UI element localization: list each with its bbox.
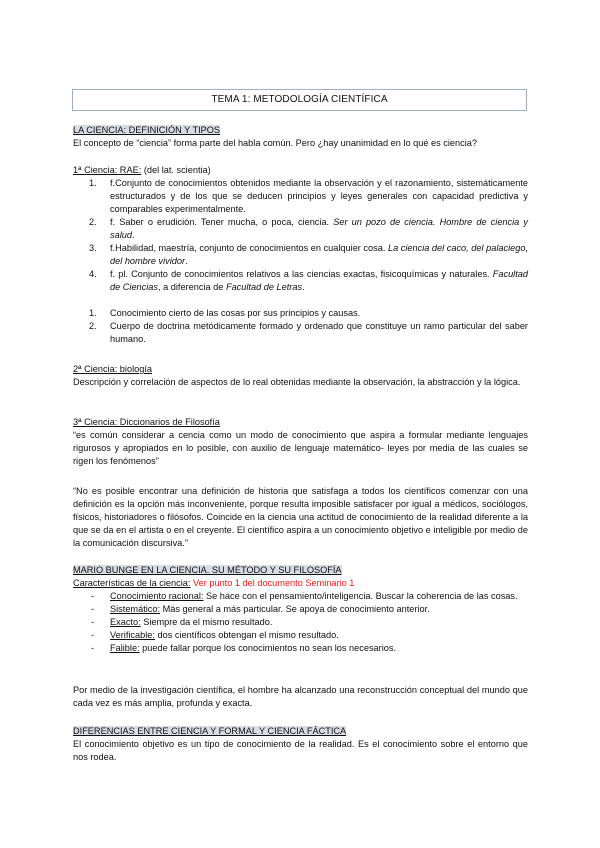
page-title: TEMA 1: METODOLOGÍA CIENTÍFICA	[72, 89, 527, 111]
rae-note: (del lat. scientia)	[141, 165, 211, 175]
list-item: 4. f. pl. Conjunto de conocimientos relativos a las ciencias exactas, fisicoquímicas y naturales. Facultad de Ciencias, a diferencia de Facultad de Letras.	[89, 269, 528, 292]
differences-block	[73, 725, 528, 764]
section-heading: LA CIENCIA: DEFINICIÓN Y TIPOS	[73, 125, 221, 135]
filosofia-quote-1: “es común considerar a cencia como un modo de conocimiento que aspira a formular mediante lenguajes rigurosos y apropiados en lo posible, con auxilio de lenguaje matemático- leyes por media de las cuales se rigen los fenómenos”	[73, 430, 528, 466]
bunge-paragraph: Por medio de la investigación científica, el hombre ha alcanzado una reconstrucción conceptual del mundo que cada vez es más amplia, profunda y exacta.	[73, 685, 528, 708]
list-item: - Falible: puede fallar porque los conocimientos no sean los necesarios.	[91, 643, 397, 653]
list-item: - Sistemático: Más general a más particular. Se apoya de conocimiento anterior.	[91, 604, 430, 614]
rae-definitions-list-2	[73, 307, 528, 346]
list-item: 2. Cuerpo de doctrina metódicamente formado y ordenado que constituye un ramo particular del saber humano.	[89, 321, 528, 344]
ciencia-filosofia-block	[73, 416, 528, 468]
differences-heading: DIFERENCIAS ENTRE CIENCIA Y FORMAL Y CIENCIA FÁCTICA	[73, 726, 347, 736]
rae-definitions-list	[73, 177, 528, 294]
subheading-filosofia: 3ª Ciencia: Diccionarios de Filosofía	[73, 417, 220, 427]
characteristics-label: Características de la ciencia:	[73, 578, 191, 588]
ciencia-rae-block	[73, 164, 528, 346]
list-item: 2. f. Saber o erudición. Tener mucha, o poca, ciencia. Ser un pozo de ciencia. Hombre de ciencia y salud.	[89, 217, 528, 240]
list-item: 1. f.Conjunto de conocimientos obtenidos mediante la observación y el razonamiento, sistemáticamente estructurados y de los que se deducen principios y leyes generales con capacidad predictiva y comparables experimentalmente.	[89, 178, 528, 214]
ciencia-biologia-block	[73, 363, 528, 389]
list-item: 3. f.Habilidad, maestría, conjunto de conocimientos en cualquier cosa. La ciencia del caco, del palaciego, del hombre vividor.	[89, 243, 529, 266]
differences-text: El conocimiento objetivo es un tipo de conocimiento de la realidad. Es el conocimiento sobre el entorno que nos rodea.	[73, 739, 528, 762]
list-item: - Verificable: dos científicos obtengan el mismo resultado.	[91, 630, 339, 640]
filosofia-quote-2: “No es posible encontrar una definición de historia que satisfaga a todos los científicos comenzar con una definición es la opción más inconveniente, porque resulta imposible satisfacer por igual a médicos, sociólogos, físicos, historiadores o filósofos. Coincide en la ciencia una actitud de conocimiento de la realidad diferente a la que se da en el artista o en el creyente. El científico aspira a un conocimiento objetivo e inteligible por medio de la comunicación discursiva.”	[73, 486, 528, 548]
subheading-rae: 1ª Ciencia: RAE:	[73, 165, 142, 175]
list-item: 1. Conocimiento cierto de las cosas por sus principios y causas.	[89, 308, 361, 318]
section-ciencia	[73, 124, 528, 150]
bunge-block	[73, 564, 528, 655]
list-item: - Exacto: Siempre da el mismo resultado.	[91, 617, 273, 627]
bunge-heading: MARIO BUNGE EN LA CIENCIA. SU MÉTODO Y SU FILOSOFÍA	[73, 565, 342, 575]
characteristics-list	[73, 590, 528, 655]
intro-paragraph: El concepto de “ciencia” forma parte del habla común. Pero ¿hay unanimidad en lo qué es ciencia?	[73, 138, 477, 148]
characteristics-reference: Ver punto 1 del documento Seminario 1	[190, 578, 355, 588]
subheading-biologia: 2ª Ciencia: biología	[73, 364, 152, 374]
list-item: - Conocimiento racional: Se hace con el pensamiento/inteligencia. Buscar la coherencia de las cosas.	[91, 591, 518, 601]
biologia-text: Descripción y correlación de aspectos de lo real obtenidas mediante la observación, la abstracción y la lógica.	[73, 377, 521, 387]
